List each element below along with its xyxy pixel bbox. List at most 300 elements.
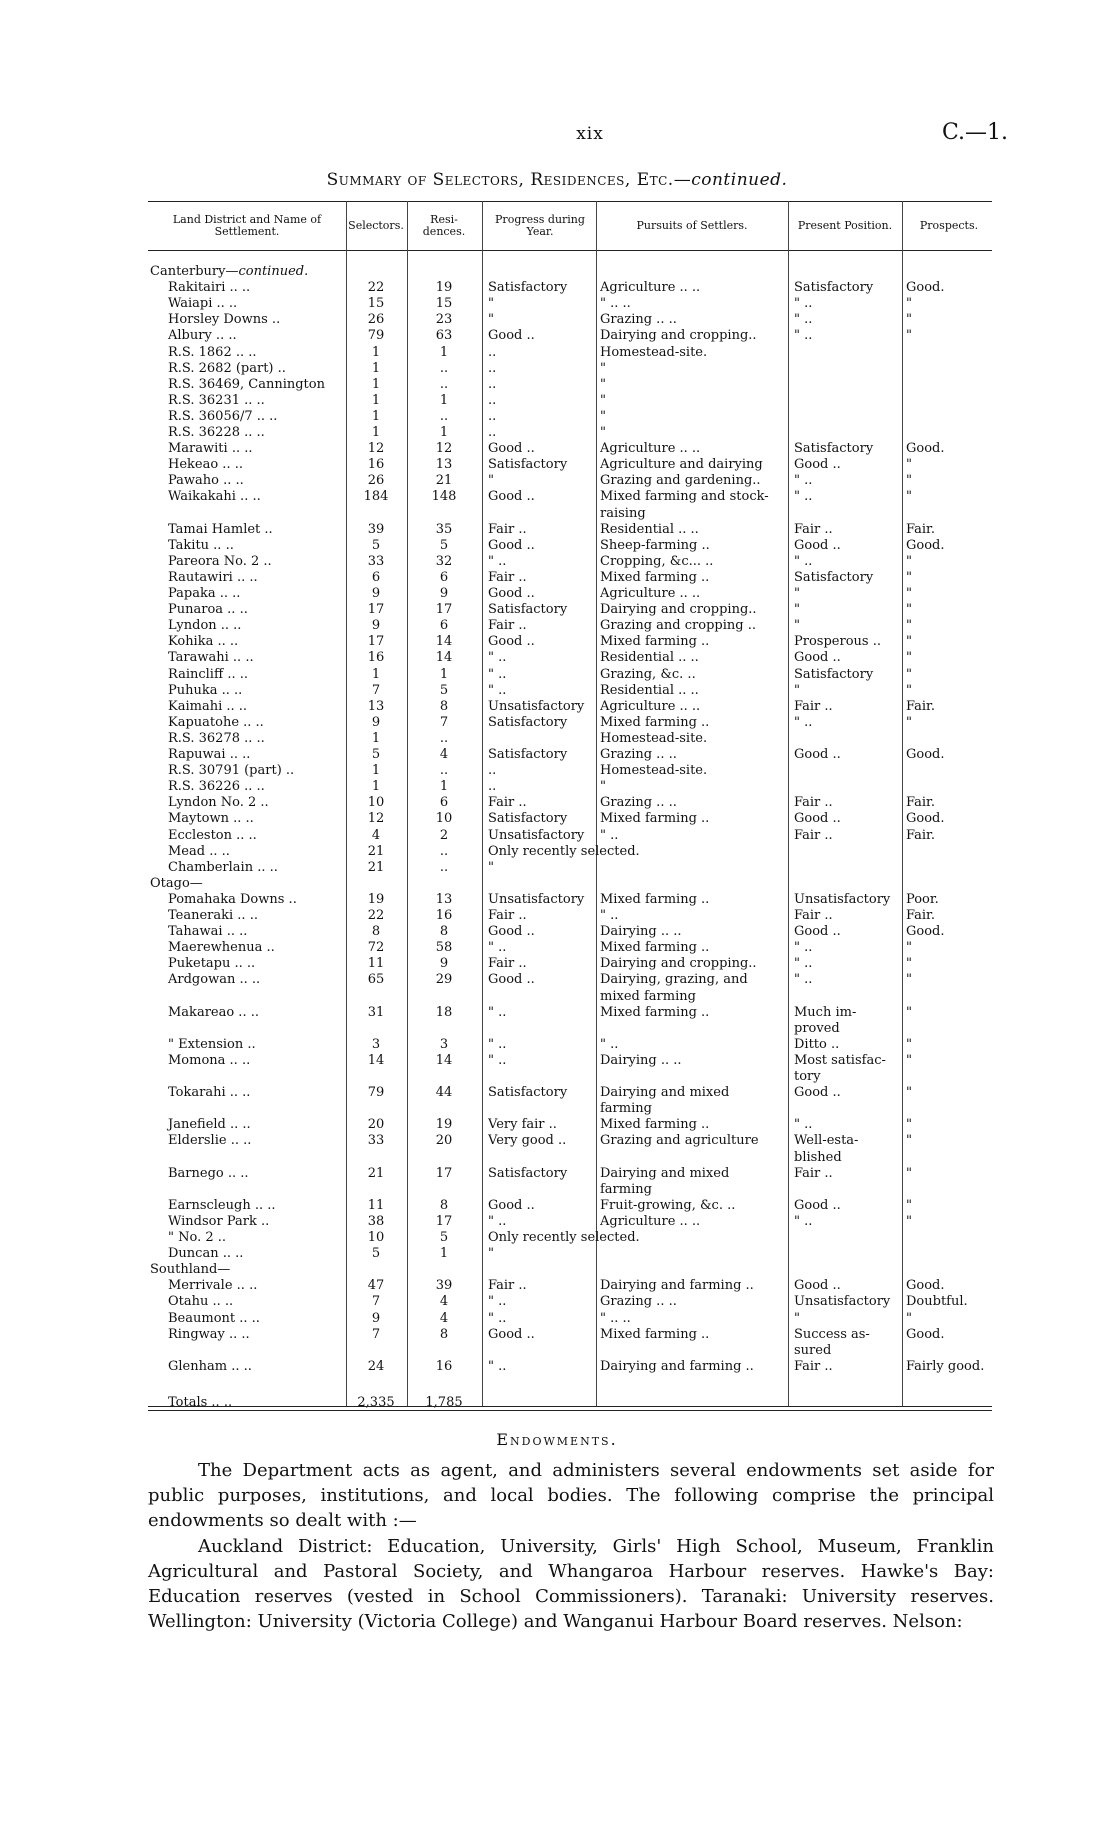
cell-pos: " .. [794,714,813,730]
cell-sel: 22 [367,908,385,923]
cell-prog: Only recently selected. [488,843,640,859]
cell-purs: mixed farming [600,988,696,1004]
cell-res: 1 [439,425,449,440]
cell-sel: 1 [371,408,381,424]
table-row [0,908,1114,924]
header-pursuits: Pursuits of Settlers. [636,219,748,232]
cell-pros: Good. [906,811,945,827]
cell-res: 1,785 [425,1395,463,1410]
cell-prog: Fair .. [488,521,527,537]
cell-pos: Good .. [794,811,841,827]
cell-pros: " [906,1004,912,1020]
cell-sel: 21 [367,843,385,859]
cell-purs: Mixed farming .. [600,569,710,585]
cell-purs: Dairying, grazing, and [600,972,748,988]
cell-sel: 31 [367,1004,385,1020]
cell-sel: 26 [367,312,385,328]
cell-res: 17 [435,1213,453,1229]
cell-pos: Good .. [794,747,841,762]
cell-res: 4 [439,1294,449,1310]
cell-pos: Good .. [794,650,841,666]
header-progress: Progress during Year. [495,213,585,238]
table-row [0,489,1114,505]
table-row [0,618,1114,634]
cell-purs: Homestead-site. [600,344,708,360]
cell-pros: Good. [906,441,945,457]
cell-prog: " .. [488,940,507,956]
cell-pos: Satisfactory [794,569,874,585]
table-row [0,296,1114,312]
cell-name: Pawaho .. .. [168,473,244,489]
table-title-main: Summary of Selectors, Residences, Etc.— [326,170,692,190]
table-row [0,538,1114,554]
cell-res: 4 [439,747,449,762]
cell-name: Merrivale .. .. [168,1278,258,1294]
cell-pos: Good .. [794,924,841,940]
cell-sel: 16 [367,650,385,666]
cell-purs: Dairying and farming .. [600,1278,754,1294]
cell-purs: Mixed farming .. [600,891,710,907]
cell-res: 14 [435,1052,453,1068]
cell-purs: " [600,360,606,376]
cell-pos: Good .. [794,537,841,553]
cell-pos: tory [794,1069,821,1084]
cell-name: Beaumont .. .. [168,1310,260,1326]
cell-prog: Satisfactory [488,1085,568,1101]
cell-prog: Good .. [488,1326,535,1342]
cell-name: R.S. 36469, Cannington [168,376,325,392]
table-row [0,1166,1114,1182]
table-row [0,1395,1114,1411]
table-row [0,876,1114,892]
cell-prog: .. [488,763,497,779]
cell-sel: 9 [371,618,381,634]
cell-pros: Good. [906,1326,945,1342]
cell-pos: " .. [794,328,813,344]
cell-pros: " [906,1197,912,1213]
cell-prog: .. [488,392,497,408]
cell-res: 39 [435,1278,453,1294]
cell-name: R.S. 36231 .. .. [168,392,265,408]
cell-sel: 1 [371,344,381,360]
table-header-rule [148,250,992,251]
cell-prog: " .. [488,1358,507,1374]
cell-prog: " [488,1246,494,1262]
table-row [0,811,1114,827]
table-row [0,1085,1114,1101]
cell-purs: " [600,376,606,392]
cell-purs: Dairying .. .. [600,1052,682,1068]
section-label-continued: continued. [238,264,309,279]
cell-prog: Fair .. [488,618,527,634]
cell-res: 23 [435,312,453,328]
table-row [0,1117,1114,1133]
endowments-paragraph-1: The Department acts as agent, and administers several endowments set aside for public purposes, institutions, and local bodies. The following comprise the principal endowments so dealt with :— [148,1460,994,1531]
cell-name: Teaneraki .. .. [168,908,258,923]
cell-sel: 10 [367,1230,385,1245]
table-row [0,522,1114,538]
cell-res: 18 [435,1004,453,1020]
cell-name: " No. 2 .. [168,1230,227,1245]
table-top-rule [148,201,992,202]
table-row [0,425,1114,441]
cell-sel: 5 [371,747,381,762]
table-row [0,280,1114,296]
cell-res: 63 [435,328,453,344]
cell-name: R.S. 36226 .. .. [168,779,265,795]
cell-res: 1 [439,779,449,795]
table-row [0,1311,1114,1327]
cell-res: 20 [435,1133,453,1149]
table-row [0,312,1114,328]
cell-pros: Good. [906,1278,945,1294]
cell-sel: 1 [371,666,381,682]
cell-purs: Agriculture .. .. [600,441,701,457]
header-position: Present Position. [797,219,893,232]
cell-prog: .. [488,408,497,424]
cell-prog: Very good .. [488,1133,567,1149]
cell-prog: Unsatisfactory [488,827,585,843]
cell-pros: " [906,1310,912,1326]
cell-sel: 11 [367,1197,385,1213]
cell-name: Kohika .. .. [168,634,239,650]
cell-sel: 22 [367,280,385,296]
cell-pos: " [794,1310,800,1326]
cell-sel: 4 [371,827,381,843]
cell-prog: Very fair .. [488,1117,557,1133]
table-row [0,747,1114,763]
cell-purs: Grazing, &c. .. [600,666,696,682]
cell-sel: 1 [371,360,381,376]
cell-sel: 3 [371,1036,381,1052]
endowments-paragraph-2: Auckland District: Education, University, Girls' High School, Museum, Franklin Agricultural and Pastoral Society, and Whangaroa Harbour reserves. Hawke's Bay: Education reserves (vested in School Commissioners). Taranaki: University reserves. Wellington: University (Victoria College) and Wanganui Harbour Board reserves. Nelson: [148,1536,994,1632]
cell-res: 5 [439,1230,449,1245]
cell-pos: Fair .. [794,1358,833,1374]
cell-pos: " .. [794,1213,813,1229]
cell-sel: 9 [371,1310,381,1326]
cell-purs: Agriculture and dairying [600,457,763,473]
table-row [0,731,1114,747]
table-row [0,667,1114,683]
cell-sel: 1 [371,425,381,440]
cell-res: 1 [439,344,449,360]
cell-prog: Good .. [488,586,535,601]
header-selectors: Selectors. [348,219,404,232]
cell-pros: " [906,296,912,312]
cell-purs: " .. [600,908,619,923]
cell-res: 8 [439,924,449,940]
table-row [0,1101,1114,1117]
cell-pros: " [906,1085,912,1101]
cell-name: Otahu .. .. [168,1294,234,1310]
cell-res: 16 [435,1358,453,1374]
cell-pos: " [794,682,800,698]
cell-sel: 1 [371,763,381,779]
table-row [0,650,1114,666]
cell-pos: sured [794,1342,832,1358]
cell-prog: " .. [488,1036,507,1052]
cell-prog: .. [488,376,497,392]
table-row [0,828,1114,844]
cell-name: Barnego .. .. [168,1165,249,1181]
cell-res: 14 [435,634,453,650]
cell-sel: 79 [367,1085,385,1101]
cell-purs: Mixed farming .. [600,811,710,827]
cell-sel: 72 [367,940,385,956]
cell-name: Punaroa .. .. [168,602,248,618]
table-row [0,1150,1114,1166]
cell-name: Duncan .. .. [168,1246,244,1262]
table-row [0,1343,1114,1359]
cell-name: R.S. 1862 .. .. [168,344,257,360]
cell-pos: Fair .. [794,1165,833,1181]
cell-res: 9 [439,586,449,601]
cell-prog: " .. [488,650,507,666]
cell-prog: " .. [488,1004,507,1020]
cell-pros: " [906,312,912,328]
cell-pros: " [906,618,912,634]
cell-pos: Unsatisfactory [794,1294,891,1310]
cell-res: 13 [435,457,453,473]
cell-pros: " [906,1052,912,1068]
cell-pros: Good. [906,537,945,553]
cell-sel: 8 [371,924,381,940]
table-row [0,473,1114,489]
cell-pros: " [906,940,912,956]
cell-name: Raincliff .. .. [168,666,248,682]
cell-res: 19 [435,280,453,296]
cell-prog: Good .. [488,924,535,940]
table-row [0,1182,1114,1198]
cell-purs: Agriculture .. .. [600,586,701,601]
cell-sel: 11 [367,956,385,972]
cell-sel: 26 [367,473,385,489]
cell-res: 32 [435,553,453,569]
cell-pros: " [906,489,912,505]
cell-prog: " [488,473,494,489]
cell-sel: 7 [371,682,381,698]
cell-pros: " [906,956,912,972]
cell-res: 13 [435,891,453,907]
cell-name: " Extension .. [168,1036,256,1052]
cell-prog: .. [488,779,497,795]
cell-sel: 19 [367,891,385,907]
cell-pros: " [906,634,912,650]
table-row [0,795,1114,811]
table-row [0,1133,1114,1149]
cell-sel: 21 [367,1165,385,1181]
cell-res: 1 [439,1246,449,1262]
cell-name: Tamai Hamlet .. [168,521,273,537]
cell-pros: Fair. [906,698,935,714]
table-row [0,763,1114,779]
cell-name: Pareora No. 2 .. [168,553,272,569]
page-number: xix [576,124,604,144]
cell-purs: Dairying and cropping.. [600,328,757,344]
cell-res: 16 [435,908,453,923]
table-row [0,989,1114,1005]
cell-prog: Satisfactory [488,1165,568,1181]
cell-prog: Good .. [488,634,535,650]
cell-pros: Poor. [906,891,939,907]
table-row [0,956,1114,972]
table-row [0,264,1114,280]
cell-pos: Most satisfac- [794,1052,886,1068]
table-row [0,1053,1114,1069]
cell-sel: 47 [367,1278,385,1294]
cell-res: 19 [435,1117,453,1133]
cell-pos: Good .. [794,1197,841,1213]
cell-res: 35 [435,521,453,537]
cell-res: 2 [439,827,449,843]
cell-prog: Satisfactory [488,280,568,296]
table-row [0,570,1114,586]
table-row [0,586,1114,602]
cell-prog: Satisfactory [488,602,568,618]
cell-pos: Success as- [794,1326,870,1342]
cell-pros: " [906,650,912,666]
cell-pos: Ditto .. [794,1036,840,1052]
table-row [0,715,1114,731]
cell-res: 8 [439,1197,449,1213]
cell-purs: Grazing and cropping .. [600,618,756,634]
cell-purs: Cropping, &c... .. [600,553,714,569]
table-row [0,602,1114,618]
cell-prog: " [488,312,494,328]
cell-sel: 16 [367,457,385,473]
cell-pos: Fair .. [794,795,833,811]
cell-sel: 39 [367,521,385,537]
cell-name: Takitu .. .. [168,537,234,553]
cell-prog: Unsatisfactory [488,891,585,907]
cell-sel: 12 [367,441,385,457]
cell-purs: Grazing and agriculture [600,1133,759,1149]
cell-purs: Sheep-farming .. [600,537,710,553]
cell-res: .. [439,763,449,779]
table-row [0,1230,1114,1246]
cell-prog: Only recently selected. [488,1230,640,1245]
cell-sel: 1 [371,392,381,408]
cell-res: .. [439,859,449,875]
cell-prog: Fair .. [488,1278,527,1294]
cell-name: Rautawiri .. .. [168,569,258,585]
cell-pros: " [906,586,912,601]
cell-name: Glenham .. .. [168,1358,252,1374]
cell-name: Puhuka .. .. [168,682,243,698]
cell-name: R.S. 36278 .. .. [168,730,265,746]
cell-purs: " .. .. [600,1310,631,1326]
cell-res: .. [439,730,449,746]
cell-purs: Grazing .. .. [600,747,677,762]
cell-name: R.S. 36056/7 .. .. [168,408,278,424]
table-row [0,1359,1114,1375]
table-row [0,393,1114,409]
cell-sel: 5 [371,537,381,553]
cell-res: 14 [435,650,453,666]
table-row [0,409,1114,425]
table-row [0,1198,1114,1214]
cell-name: Lyndon .. .. [168,618,242,634]
cell-name: Elderslie .. .. [168,1133,252,1149]
cell-prog: " .. [488,666,507,682]
cell-purs: " [600,392,606,408]
cell-purs: Agriculture .. .. [600,1213,701,1229]
cell-pos: " .. [794,956,813,972]
cell-purs: Mixed farming .. [600,1326,710,1342]
cell-purs: Grazing .. .. [600,795,677,811]
cell-pos: blished [794,1149,842,1165]
cell-purs: " .. .. [600,296,631,312]
cell-pros: " [906,473,912,489]
cell-pos: Satisfactory [794,666,874,682]
cell-pos: " .. [794,1117,813,1133]
cell-pos: Fair .. [794,521,833,537]
table-title-continued: continued. [691,170,788,190]
cell-pros: " [906,457,912,473]
cell-sel: 7 [371,1326,381,1342]
cell-name: R.S. 36228 .. .. [168,425,265,440]
cell-prog: Satisfactory [488,457,568,473]
cell-res: 5 [439,682,449,698]
cell-name: Janefield .. .. [168,1117,251,1133]
cell-prog: .. [488,425,497,440]
table-row [0,457,1114,473]
cell-prog: " .. [488,1294,507,1310]
cell-name: Momona .. .. [168,1052,251,1068]
cell-purs: Residential .. .. [600,682,699,698]
endowments-heading: Endowments. [496,1430,618,1449]
cell-res: 44 [435,1085,453,1101]
cell-sel: 21 [367,859,385,875]
cell-pros: " [906,602,912,618]
cell-name: Chamberlain .. .. [168,859,278,875]
table-row [0,940,1114,956]
cell-pos: Fair .. [794,827,833,843]
table-row [0,506,1114,522]
cell-res: 8 [439,698,449,714]
cell-pos: " .. [794,940,813,956]
cell-name: Pomahaka Downs .. [168,891,297,907]
table-row [0,345,1114,361]
cell-prog: Good .. [488,441,535,457]
cell-purs: Dairying and cropping.. [600,956,757,972]
cell-name: Earnscleugh .. .. [168,1197,276,1213]
cell-pros: Fair. [906,908,935,923]
cell-prog: Good .. [488,537,535,553]
table-row [0,1375,1114,1391]
cell-prog: " [488,859,494,875]
cell-prog: Good .. [488,328,535,344]
cell-sel: 1 [371,730,381,746]
table-row [0,361,1114,377]
cell-res: .. [439,843,449,859]
cell-purs: Dairying .. .. [600,924,682,940]
cell-name: Hekeao .. .. [168,457,243,473]
cell-prog: Satisfactory [488,714,568,730]
cell-pos: Satisfactory [794,280,874,296]
cell-purs: farming [600,1181,652,1197]
cell-sel: 24 [367,1358,385,1374]
cell-pros: " [906,1117,912,1133]
cell-pos: " .. [794,489,813,505]
table-row [0,779,1114,795]
cell-prog: Good .. [488,489,535,505]
cell-pros: " [906,1036,912,1052]
cell-prog: Fair .. [488,569,527,585]
cell-name: Waiapi .. .. [168,296,238,312]
cell-purs: Grazing .. .. [600,312,677,328]
cell-pos: Well-esta- [794,1133,859,1149]
